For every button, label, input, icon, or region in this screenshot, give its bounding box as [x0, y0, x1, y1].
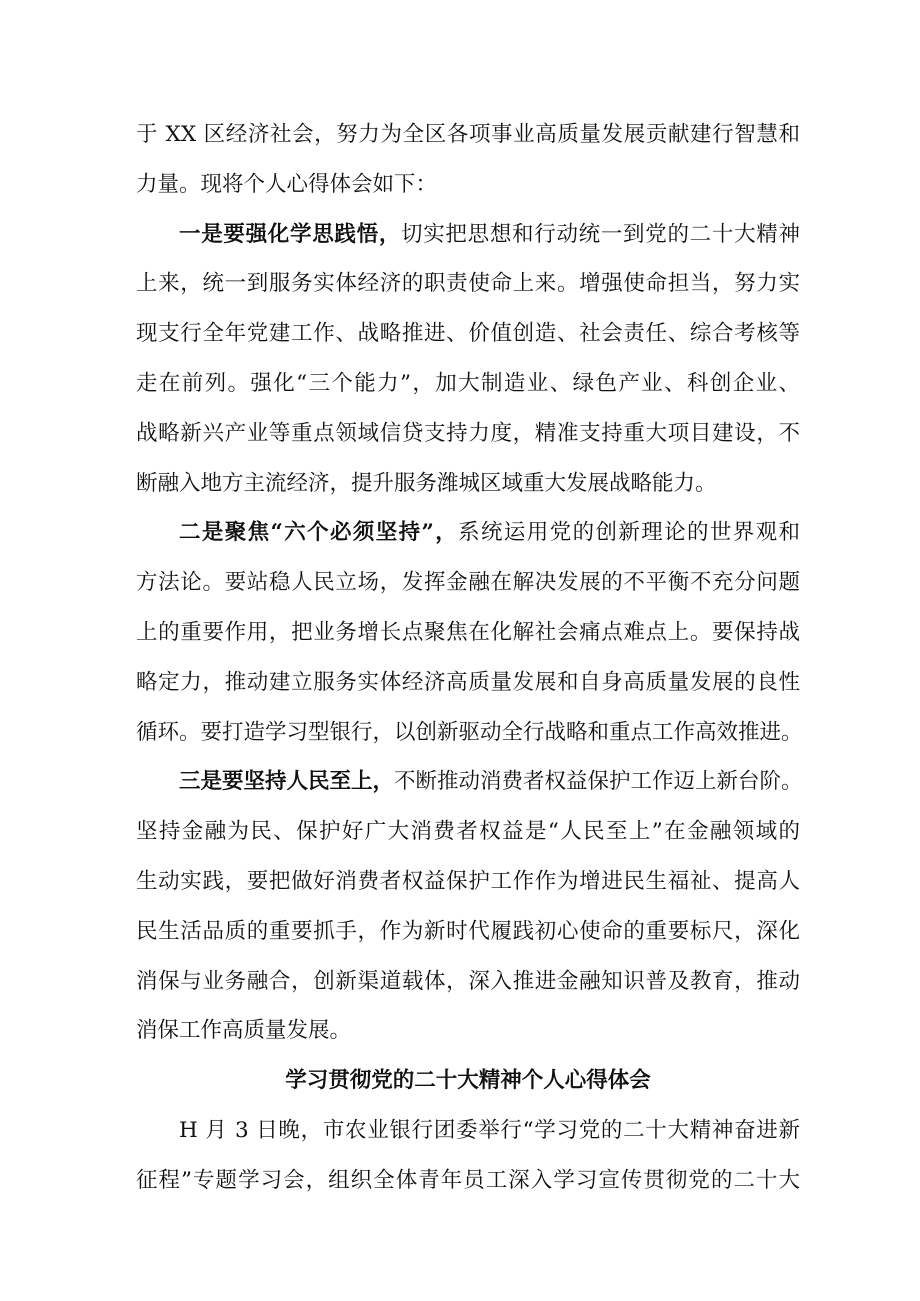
paragraph-lead-bold: 一是要强化学思践悟，: [179, 221, 402, 247]
body-text-line: 断融入地方主流经济，提升服务潍城区域重大发展战略能力。: [136, 470, 717, 496]
body-text-line: 力量。现将个人心得体会如下：: [136, 171, 438, 197]
body-text-line: 上的重要作用，把业务增长点聚焦在化解社会痛点难点上。要保持战: [136, 619, 800, 645]
paragraph-lead-bold: 二是聚焦“六个必须坚持”，: [179, 520, 459, 546]
body-text-line: 方法论。要站稳人民立场，发挥金融在解决发展的不平衡不充分问题: [136, 570, 800, 596]
body-text-line: 现支行全年党建工作、战略推进、价值创造、社会责任、综合考核等: [136, 321, 800, 347]
paragraph-first-line-rest: 切实把思想和行动统一到党的二十大精神: [401, 221, 800, 247]
body-text-line: 坚持金融为民、保护好广大消费者权益是“人民至上”在金融领域的: [136, 819, 800, 845]
paragraph-first-line: [136, 508, 800, 558]
body-text-line: 消保与业务融合，创新渠道载体，深入推进金融知识普及教育，推动: [136, 968, 800, 994]
body-text-line: 略定力，推动建立服务实体经济高质量发展和自身高质量发展的良性: [136, 669, 800, 695]
body-text-line: 上来，统一到服务实体经济的职责使命上来。增强使命担当，努力实: [136, 271, 800, 297]
paragraph-lead-bold: 三是要坚持人民至上，: [179, 769, 395, 795]
body-text-line: 于 XX 区经济社会，努力为全区各项事业高质量发展贡献建行智慧和: [136, 122, 800, 147]
body-text-line: 战略新兴产业等重点领域信贷支持力度，精准支持重大项目建设，不: [136, 420, 800, 446]
paragraph-first-line-rest: 不断推动消费者权益保护工作迈上新台阶。: [394, 769, 803, 795]
paragraph-first-line-rest: 系统运用党的创新理论的世界观和: [458, 520, 800, 546]
body-text-line: 走在前列。强化“三个能力”，加大制造业、绿色产业、科创企业、: [136, 370, 800, 396]
paragraph-first-line: H 月 3 日晚，市农业银行团委举行“学习党的二十大精神奋进新: [179, 1117, 800, 1143]
body-text-line: 征程”专题学习会，组织全体青年员工深入学习宣传贯彻党的二十大: [136, 1167, 800, 1193]
document-page: [136, 110, 803, 1206]
paragraph-first-line: [136, 210, 800, 260]
paragraph-first-line: [136, 757, 803, 807]
body-text-line: 循环。要打造学习型银行，以创新驱动全行战略和重点工作高效推进。: [136, 719, 803, 745]
body-text-line: 生动实践，要把做好消费者权益保护工作作为增进民生福祉、提高人: [136, 868, 800, 894]
body-text-line: 消保工作高质量发展。: [136, 1018, 352, 1044]
section-title: 学习贯彻党的二十大精神个人心得体会: [285, 1068, 651, 1094]
body-text-line: 民生活品质的重要抓手，作为新时代履践初心使命的重要标尺，深化: [136, 918, 800, 944]
